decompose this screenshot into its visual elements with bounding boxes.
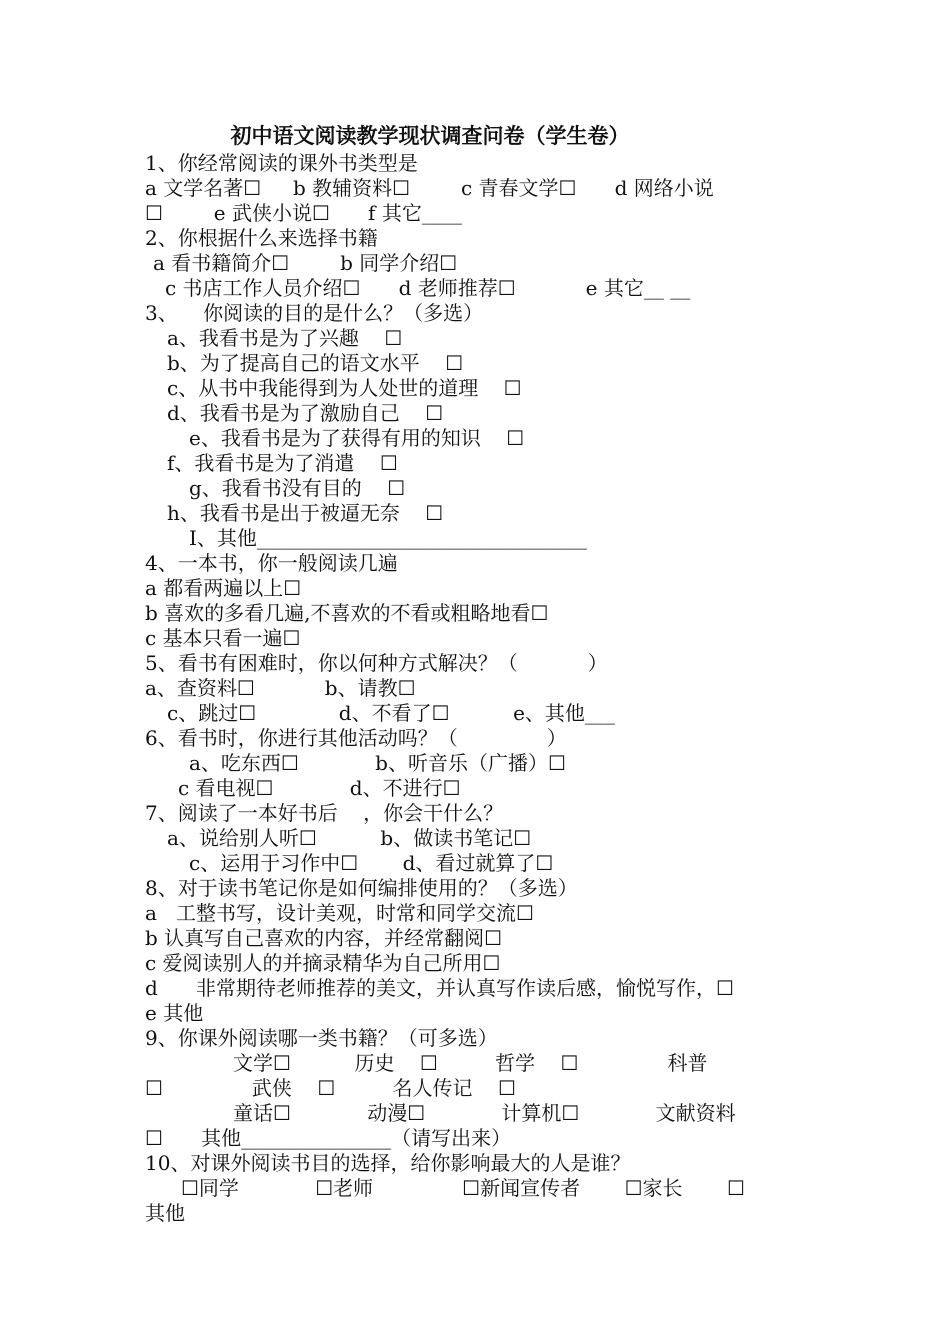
text-line: ☐同学 ☐老师 ☐新闻宣传者 ☐家长 ☐ [181, 1176, 745, 1200]
text-line: c、从书中我能得到为人处世的道理 ☐ [167, 376, 522, 400]
text-line: c、运用于习作中☐ d、看过就算了☐ [189, 851, 554, 875]
text-line: e 其他 [145, 1001, 204, 1025]
text-line: a、吃东西☐ b、听音乐（广播）☐ [189, 751, 566, 775]
text-line: a、查资料☐ b、请教☐ [145, 676, 416, 700]
text-line: 其他 [145, 1201, 185, 1225]
text-line: 9、你课外阅读哪一类书籍？（可多选） [145, 1026, 498, 1050]
text-line: g、我看书没有目的 ☐ [189, 476, 406, 500]
document-title: 初中语文阅读教学现状调查问卷（学生卷） [230, 123, 630, 148]
text-line: b 认真写自己喜欢的内容，并经常翻阅☐ [145, 926, 503, 950]
text-line: 4、一本书，你一般阅读几遍 [145, 551, 398, 575]
text-line: d、我看书是为了激励自己 ☐ [167, 401, 444, 425]
text-line: c 看电视☐ d、不进行☐ [178, 776, 461, 800]
text-line: 3、 你阅读的目的是什么？（多选） [145, 301, 484, 325]
text-line: 10、对课外阅读书目的选择，给你影响最大的人是谁？ [145, 1151, 631, 1175]
text-line: c 书店工作人员介绍☐ d 老师推荐☐ e 其它__ __ [165, 276, 691, 300]
text-line: a 工整书写，设计美观，时常和同学交流☐ [145, 901, 534, 925]
text-line: a 文学名著☐ b 教辅资料☐ c 青春文学☐ d 网络小说 [145, 176, 714, 200]
text-line: I、其他_________________________________ [189, 526, 587, 550]
text-line: d 非常期待老师推荐的美文，并认真写作读后感，愉悦写作，☐ [145, 976, 734, 1000]
text-line: b 喜欢的多看几遍,不喜欢的不看或粗略地看☐ [145, 601, 549, 625]
text-line: 童话☐ 动漫☐ 计算机☐ 文献资料 [233, 1101, 736, 1125]
text-line: f、我看书是为了消遣 ☐ [167, 451, 398, 475]
text-line: 5、看书有困难时，你以何种方式解决？（ ） [145, 651, 608, 675]
text-line: ☐ 其他_______________（请写出来） [145, 1126, 512, 1150]
text-line: 8、对于读书笔记你是如何编排使用的？（多选） [145, 876, 578, 900]
text-line: 1、你经常阅读的课外书类型是 [145, 151, 418, 175]
text-line: a、我看书是为了兴趣 ☐ [167, 326, 403, 350]
text-line: a、说给别人听☐ b、做读书笔记☐ [167, 826, 532, 850]
text-line: e、我看书是为了获得有用的知识 ☐ [189, 426, 525, 450]
text-line: h、我看书是出于被逼无奈 ☐ [167, 501, 444, 525]
text-line: c、跳过☐ d、不看了☐ e、其他___ [167, 701, 615, 725]
text-line: c 爱阅读别人的并摘录精华为自己所用☐ [145, 951, 501, 975]
text-line: a 都看两遍以上☐ [145, 576, 302, 600]
text-line: ☐ 武侠 ☐ 名人传记 ☐ [145, 1076, 516, 1100]
text-line: 6、看书时，你进行其他活动吗？（ ） [145, 726, 567, 750]
text-line: c 基本只看一遍☐ [145, 626, 301, 650]
text-line: a 看书籍简介☐ b 同学介绍☐ [153, 251, 458, 275]
text-line: ☐ e 武侠小说☐ f 其它____ [145, 201, 462, 225]
text-line: b、为了提高自己的语文水平 ☐ [167, 351, 464, 375]
text-line: 7、阅读了一本好书后 ，你会干什么？ [145, 801, 504, 825]
text-line: 文学☐ 历史 ☐ 哲学 ☐ 科普 [233, 1051, 708, 1075]
text-line: 2、你根据什么来选择书籍 [145, 226, 378, 250]
